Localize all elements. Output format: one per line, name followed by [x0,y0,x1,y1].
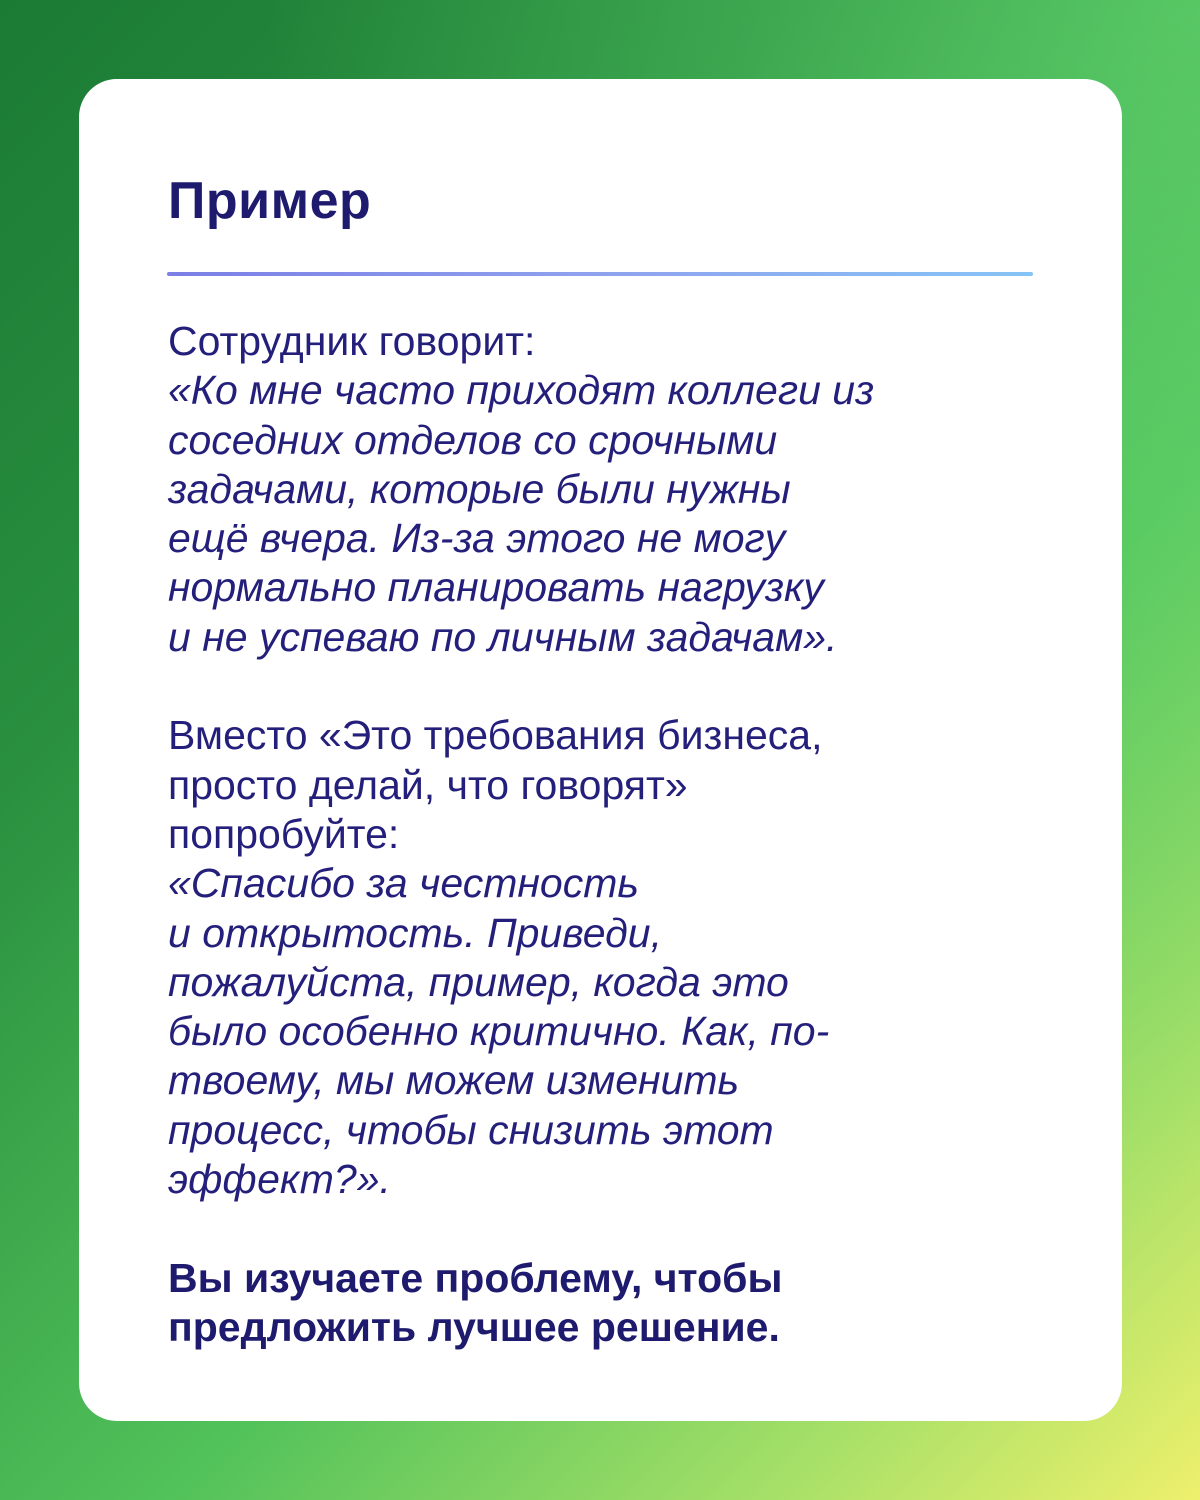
employee-quote-line: «Ко мне часто приходят коллеги из [168,367,875,414]
card-title: Пример [168,172,372,230]
suggested-reply-line: было особенно критично. Как, по- [168,1008,830,1055]
instead-line: Вместо «Это требования бизнеса, [168,712,823,759]
conclusion [168,1254,1048,1353]
employee-quote-line: нормально планировать нагрузку [168,564,824,611]
suggested-reply-line: твоему, мы можем изменить [168,1057,740,1104]
suggested-reply-line: процесс, чтобы снизить этот [168,1106,774,1153]
suggested-reply-line: «Спасибо за честность [168,860,639,907]
paragraph-gap [168,662,1048,711]
employee-quote [168,366,1048,662]
suggested-reply [168,859,1048,1204]
title-divider [167,272,1033,276]
intro-text: Сотрудник говорит: [168,318,536,364]
suggested-reply-line: пожалуйста, пример, когда это [168,958,789,1005]
card-body [168,317,1048,1352]
suggested-reply-line: и открытость. Приведи, [168,909,662,956]
conclusion-line: предложить лучшее решение. [168,1303,780,1350]
employee-quote-line: и не успеваю по личным задачам». [168,613,838,660]
employee-quote-line: соседних отделов со срочными [168,416,778,463]
example-card [79,79,1122,1421]
paragraph-gap [168,1204,1048,1253]
employee-quote-line: ещё вчера. Из-за этого не могу [168,515,786,562]
instead-text [168,711,1048,859]
instead-line: просто делай, что говорят» [168,761,688,808]
conclusion-line: Вы изучаете проблему, чтобы [168,1254,783,1301]
employee-quote-line: задачами, которые были нужны [168,465,791,512]
instead-line: попробуйте: [168,810,400,857]
suggested-reply-line: эффект?». [168,1156,391,1203]
